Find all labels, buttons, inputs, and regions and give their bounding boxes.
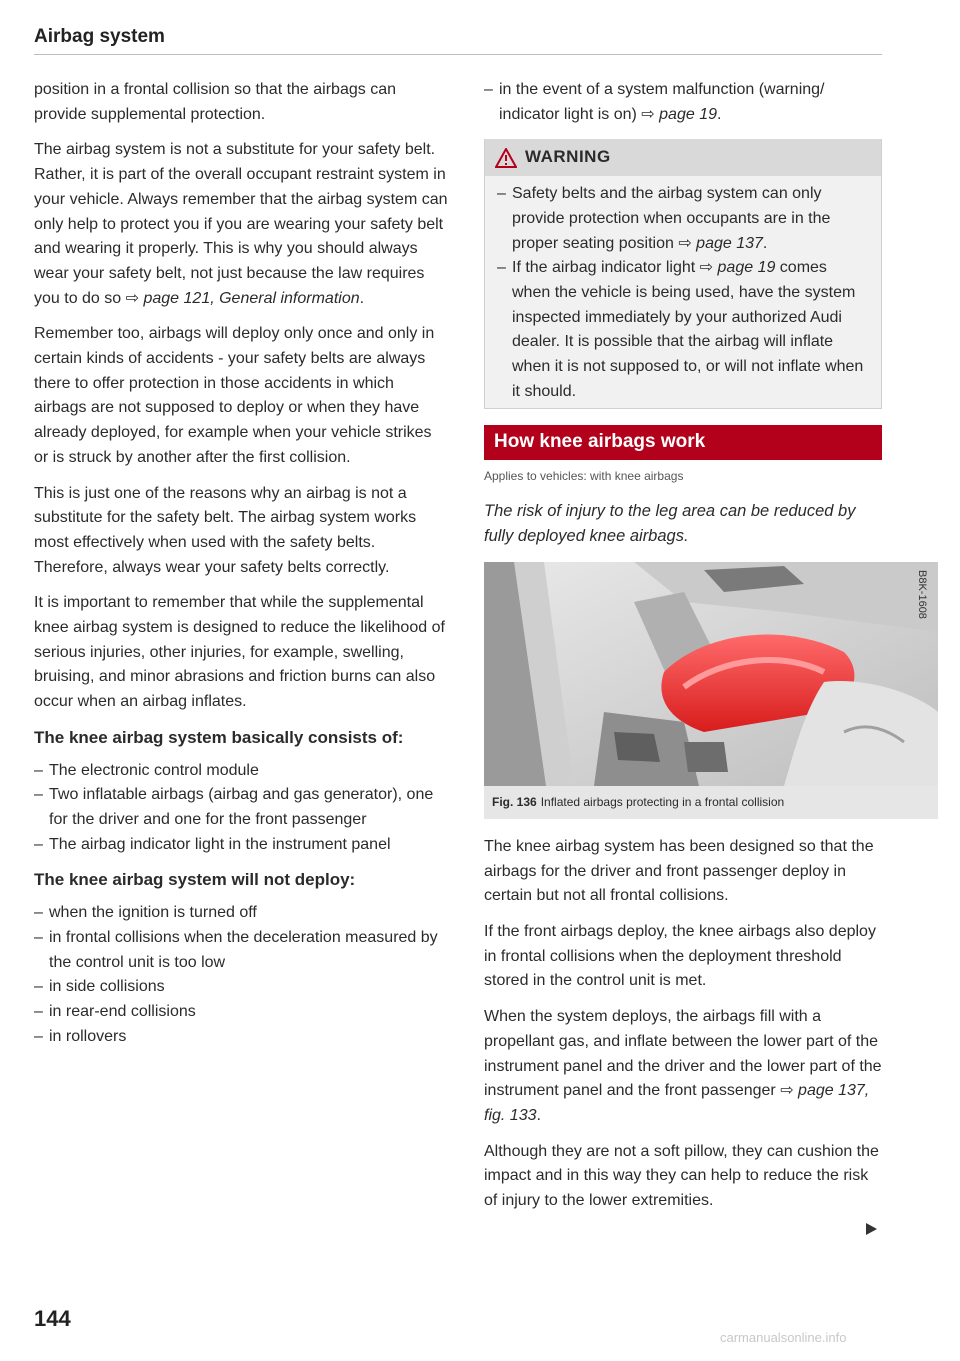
paragraph: The knee airbag system has been designed so that the airbags for the driver and front passenger deploy in certain but not all frontal collisions. bbox=[484, 837, 874, 905]
list-item: – when the ignition is turned off bbox=[34, 901, 449, 926]
figure-label: Fig. 136 bbox=[492, 795, 537, 810]
page-reference-link[interactable]: ⇨ page 19 bbox=[641, 105, 717, 123]
figure-illustration bbox=[484, 562, 938, 786]
figure-caption-text: Inflated airbags protecting in a frontal collision bbox=[540, 795, 785, 810]
page-reference-link[interactable]: ⇨ page 19 bbox=[699, 259, 776, 277]
page-reference-link[interactable]: ⇨ page 137 bbox=[678, 234, 763, 252]
list-item bbox=[484, 78, 882, 127]
warning-title: WARNING bbox=[525, 147, 611, 167]
left-column bbox=[34, 78, 449, 1060]
paragraph: Remember too, airbags will deploy only once and only in certain kinds of accidents - your safety belts are always there to offer protection in those accidents in which airbags are not supposed to deploy or when they have already deployed, for example when your vehicle strikes or is struck by another after the first collision. bbox=[34, 325, 435, 466]
figure-code: B8K-1608 bbox=[916, 570, 928, 620]
warning-item bbox=[497, 182, 869, 256]
warning-triangle-icon bbox=[495, 148, 517, 168]
warning-text: . bbox=[762, 234, 768, 252]
paragraph: This is just one of the reasons why an airbag is not a substitute for the safety belt. The airbag system works most effectively when used with the safety belts. Therefore, always wear your safety belts correctly. bbox=[34, 484, 417, 576]
consists-heading: The knee airbag system basically consists of: bbox=[34, 727, 404, 747]
consists-list bbox=[34, 759, 449, 858]
warning-header bbox=[485, 139, 881, 176]
list-item: – The electronic control module bbox=[34, 759, 449, 784]
warning-item bbox=[497, 256, 869, 404]
section-title-bar: How knee airbags work bbox=[484, 425, 882, 460]
paragraph bbox=[484, 1005, 882, 1129]
warning-body bbox=[485, 176, 881, 408]
page-number: 144 bbox=[34, 1306, 71, 1331]
list-item: – in rollovers bbox=[34, 1025, 449, 1050]
warning-text: comes when the vehicle is being used, have the system inspected immediately by your authorized Audi dealer. It is possible that the airbag will inflate when it is not supposed to, or will not inflate when it should. bbox=[512, 259, 864, 400]
not-deploy-heading: The knee airbag system will not deploy: bbox=[34, 870, 356, 890]
figure-caption bbox=[484, 786, 938, 819]
list-item-text: . bbox=[716, 105, 722, 123]
figure-knee-airbags bbox=[484, 562, 938, 786]
continued-list bbox=[484, 78, 882, 127]
warning-box bbox=[484, 139, 882, 409]
applies-to-note: Applies to vehicles: with knee airbags bbox=[484, 469, 684, 484]
list-item-text: in the event of a system malfunction (warning/ indicator light is on) bbox=[499, 81, 825, 123]
right-column bbox=[484, 78, 928, 1225]
list-item: – The airbag indicator light in the instrument panel bbox=[34, 833, 449, 858]
paragraph-text: When the system deploys, the airbags fill with a propellant gas, and inflate between the lower part of the instrument panel and the driver and the lower part of the instrument panel and the front passenger bbox=[484, 1008, 882, 1100]
list-item: – in frontal collisions when the deceleration measured by the control unit is too low bbox=[34, 926, 449, 975]
section-header-title: Airbag system bbox=[34, 26, 165, 47]
paragraph: It is important to remember that while the supplemental knee airbag system is designed to reduce the likelihood of serious injuries, other injuries, for example, swelling, bruising, and minor abrasions and friction burns can also occur when an airbag inflates. bbox=[34, 594, 445, 711]
page-reference-link[interactable]: ⇨ page 121, General information bbox=[125, 289, 360, 307]
list-item: – Two inflatable airbags (airbag and gas generator), one for the driver and one for the front passenger bbox=[34, 783, 449, 832]
continue-arrow-icon bbox=[864, 1222, 878, 1236]
section-intro: The risk of injury to the leg area can be reduced by fully deployed knee airbags. bbox=[484, 501, 856, 545]
list-item: – in side collisions bbox=[34, 975, 449, 1000]
warning-text: Safety belts and the airbag system can only provide protection when occupants are in the proper seating position bbox=[512, 185, 831, 252]
warning-text: If the airbag indicator light bbox=[512, 259, 700, 277]
page-reference-link[interactable]: ⇨ page 137, fig. 133 bbox=[484, 1082, 870, 1124]
not-deploy-list bbox=[34, 901, 449, 1049]
paragraph-text: . bbox=[359, 289, 365, 307]
paragraph-text: The airbag system is not a substitute for your safety belt. Rather, it is part of the overall occupant restraint system in your vehicle. Always remember that the airbag system can only help to protect you if you are wearing your safety belt and wearing it properly. This is why you should always wear your safety belt, not just because the law requires you to do so bbox=[34, 141, 448, 307]
list-item: – in rear-end collisions bbox=[34, 1000, 449, 1025]
paragraph-text: . bbox=[536, 1106, 541, 1124]
paragraph bbox=[34, 138, 449, 311]
watermark: carmanualsonline.info bbox=[720, 1330, 847, 1345]
paragraph: If the front airbags deploy, the knee airbags also deploy in frontal collisions when the deployment threshold stored in the control unit is met. bbox=[484, 923, 876, 990]
paragraph: Although they are not a soft pillow, they can cushion the impact and in this way they can help to reduce the risk of injury to the lower extremities. bbox=[484, 1142, 879, 1210]
page-header bbox=[34, 26, 882, 55]
paragraph: position in a frontal collision so that the airbags can provide supplemental protection. bbox=[34, 81, 396, 123]
warning-list bbox=[497, 182, 869, 404]
